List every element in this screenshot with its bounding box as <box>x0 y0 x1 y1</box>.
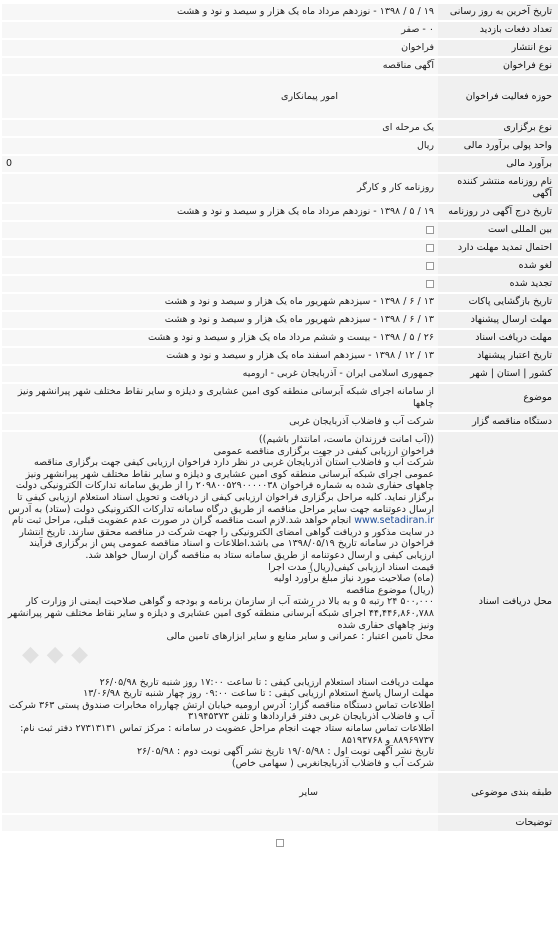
activity-label: حوزه فعالیت فراخوان <box>438 76 558 118</box>
currency-label: واحد پولی برآورد مالی <box>438 138 558 154</box>
extension-label: احتمال تمدید مهلت دارد <box>438 240 558 256</box>
last-update-value: ۱۹ / ۵ / ۱۳۹۸ - نوزدهم مرداد ماه یک هزار و سیصد و نود و هشت <box>2 4 438 20</box>
row-last-update <box>2 4 558 20</box>
visits-label: تعداد دفعات بازدید <box>438 22 558 38</box>
doc-place-label: محل دریافت اسناد <box>438 432 558 771</box>
row-holding-type <box>2 120 558 136</box>
organizer-label: دستگاه مناقصه گزار <box>438 414 558 430</box>
row-subject <box>2 384 558 412</box>
newspaper-value: روزنامه کار و کارگر <box>2 174 438 202</box>
desc-line <box>6 457 434 561</box>
estimate-label: برآورد مالی <box>438 156 558 172</box>
row-validity <box>2 348 558 364</box>
visits-value: ۰ - صفر <box>2 22 438 38</box>
row-notes <box>2 815 558 831</box>
row-currency <box>2 138 558 154</box>
category-value: سایر <box>2 773 438 813</box>
international-label: بین المللی است <box>438 222 558 238</box>
desc-line: مهلت ارسال پاسخ استعلام ارزیابی کیفی : تا ساعت ۰۹:۰۰ روز چهار شنبه تاریخ ۱۳/۰۶/۹۸ <box>83 688 434 700</box>
notes-value <box>2 815 438 831</box>
desc-line: ۵۰۰,۰۰۰ ۲۴ رتبه ۵ و به بالا در رشته آب از سازمان برنامه و بودجه و گواهی صلاحیت ایمنی از وزارت کار ۴۴,۴۴۶,۸۶۰,۷۸۸ اجرای شبکه آبرسانی منطقه کوی امین عشایری و دیلزه و سایر نقاط مختلف شهر پیرانشهر ونیز چاههای حفاری شده <box>7 596 434 631</box>
desc-line: شرکت آب و فاضلاب آذربایجانغربی ( سهامی خاص) <box>231 757 434 769</box>
row-newspaper <box>2 174 558 202</box>
renewed-value <box>2 276 438 292</box>
opening-value: ۱۳ / ۶ / ۱۳۹۸ - سیزدهم شهریور ماه یک هزار و سیصد و نود و هشت <box>2 294 438 310</box>
extension-value <box>2 240 438 256</box>
organizer-value: شرکت آب و فاضلاب آذربایجان غربی <box>2 414 438 430</box>
last-update-label: تاریخ آخرین به روز رسانی <box>438 4 558 20</box>
estimate-value: 0 <box>2 156 438 172</box>
row-extension <box>2 240 558 256</box>
subject-label: موضوع <box>438 384 558 412</box>
holding-type-value: یک مرحله ای <box>2 120 438 136</box>
publish-type-label: نوع انتشار <box>438 40 558 56</box>
desc-line: (ریال) موضوع مناقصه <box>346 584 434 596</box>
desc-line: مهلت دریافت اسناد استعلام ارزیابی کیفی : تا ساعت ۱۷:۰۰ روز شنبه تاریخ ۲۶/۰۵/۹۸ <box>99 676 434 688</box>
desc-line: محل تامین اعتبار : عمرانی و سایر منابع و سایر ابزارهای تامین مالی <box>166 631 434 643</box>
row-visits <box>2 22 558 38</box>
footer-marker <box>0 837 560 848</box>
desc-line: تاریخ نشر آگهی نوبت اول : ۱۹/۰۵/۹۸ تاریخ نشر آگهی نوبت دوم : ۲۶/۰۵/۹۸ <box>136 746 434 758</box>
watermark-logo: ◆ ◆ ◆ <box>22 642 89 667</box>
renewed-checkbox <box>426 280 434 288</box>
notes-label: توضیحات <box>438 815 558 831</box>
row-doc-deadline <box>2 330 558 346</box>
row-estimate <box>2 156 558 172</box>
cancelled-label: لغو شده <box>438 258 558 274</box>
desc-line: اطلاعات تماس سامانه ستاد جهت انجام مراحل عضویت در سامانه : مرکز تماس ۲۷۳۱۳۱۳۱ دفتر ثبت نام: ۸۸۹۶۹۷۳۷ و ۸۵۱۹۳۷۶۸ <box>20 723 434 746</box>
opening-label: تاریخ بازگشایی پاکات <box>438 294 558 310</box>
desc-line <box>6 643 434 677</box>
subject-value: از سامانه اجرای شبکه آبرسانی منطقه کوی امین عشایری و دیلزه و سایر نقاط مختلف شهر پیرانشهر ونیز چاهها <box>2 384 438 412</box>
send-deadline-value: ۱۳ / ۶ / ۱۳۹۸ - سیزدهم شهریور ماه یک هزار و سیصد و نود و هشت <box>2 312 438 328</box>
row-call-type <box>2 58 558 74</box>
tender-detail-table <box>2 2 558 833</box>
row-renewed <box>2 276 558 292</box>
row-international <box>2 222 558 238</box>
newspaper-date-label: تاریخ درج آگهی در روزنامه <box>438 204 558 220</box>
desc-line: (ماه) صلاحیت مورد نیاز مبلغ برآورد اولیه <box>273 573 434 585</box>
row-send-deadline <box>2 312 558 328</box>
newspaper-date-value: ۱۹ / ۵ / ۱۳۹۸ - نوزدهم مرداد ماه یک هزار و سیصد و نود و هشت <box>2 204 438 220</box>
category-label: طبقه بندی موضوعی <box>438 773 558 813</box>
desc-text: انجام خواهد شد.لازم است مناقصه گران در صورت عدم عضویت قبلی، مراحل ثبت نام در سایت مذکور و دریافت گواهی امضای الکترونیکی را جهت شرکت در مناقصه محقق سازند. تاریخ انتشار فراخوان در سامانه تاریخ ۱۳۹۸/۰۵/۱۹ می باشد.اطلاعات و اسناد مناقصه عمومی پس از برگزاری فرآیند ارزیابی کیفی و ارسال دعوتنامه از طریق سامانه ستاد به مناقصه گران ارسال خواهد شد. <box>11 515 434 561</box>
row-newspaper-date <box>2 204 558 220</box>
validity-label: تاریخ اعتبار پیشنهاد <box>438 348 558 364</box>
desc-line: اطلاعات تماس دستگاه مناقصه گزار: آدرس ارومیه خیابان ارتش چهارراه مخابرات صندوق پستی ۳۶۳ شرکت آب و فاضلاب آذربایجان غربی دفتر قراردادها و تلفن ۳۱۹۴۵۳۷۳ <box>8 699 434 723</box>
setadiran-link[interactable]: www.setadiran.ir <box>354 515 434 527</box>
row-category <box>2 773 558 813</box>
currency-value: ریال <box>2 138 438 154</box>
row-cancelled <box>2 258 558 274</box>
cancelled-value <box>2 258 438 274</box>
publish-type-value: فراخوان <box>2 40 438 56</box>
newspaper-label: نام روزنامه منتشر کننده آگهی <box>438 174 558 202</box>
location-value: جمهوری اسلامی ایران - آذربایجان غربی - ارومیه <box>2 366 438 382</box>
international-checkbox <box>426 226 434 234</box>
holding-type-label: نوع برگزاری <box>438 120 558 136</box>
call-type-label: نوع فراخوان <box>438 58 558 74</box>
row-location <box>2 366 558 382</box>
cancelled-checkbox <box>426 262 434 270</box>
desc-text: شرکت آب و فاضلاب استان آذربایجان غربی در نظر دارد فراخوان ارزیابی کیفی جهت برگزاری مناقصه عمومی اجرای شبکه آبرسانی منطقه کوی امین عشایری و دیلزه و سایر نقاط مختلف شهر پیرانشهر ونیز چاههای حفاری شده به شماره فراخوان ۲۰۹۸۰۰۵۲۹۰۰۰۰۰۳۸ را از طریق سامانه تدارکات الکترونیکی دولت برگزار نماید. کلیه مراحل برگزاری فراخوان ارزیابی کیفی از دریافت و تحویل اسناد استعلام ارزیابی کیفی تا ارسال دعوتنامه جهت سایر مراحل مناقصه از طریق درگاه سامانه تدارکات الکترونیکی دولت (ستاد) به آدرس <box>8 457 434 515</box>
location-label: کشور | استان | شهر <box>438 366 558 382</box>
desc-line: فراخوان ارزیابی کیفی در جهت برگزاری مناقصه عمومی <box>213 445 434 457</box>
footer-square-icon <box>276 839 284 847</box>
send-deadline-label: مهلت ارسال پیشنهاد <box>438 312 558 328</box>
renewed-label: تجدید شده <box>438 276 558 292</box>
row-organizer <box>2 414 558 430</box>
desc-line: قیمت اسناد ارزیابی کیفی(ریال) مدت اجرا <box>268 561 434 573</box>
row-opening <box>2 294 558 310</box>
row-publish-type <box>2 40 558 56</box>
call-type-value: آگهی مناقصه <box>2 58 438 74</box>
row-activity <box>2 76 558 118</box>
desc-line: ((آب امانت فرزندان ماست، امانتدار باشیم)) <box>258 434 434 445</box>
doc-deadline-label: مهلت دریافت اسناد <box>438 330 558 346</box>
row-doc-place <box>2 432 558 771</box>
extension-checkbox <box>426 244 434 252</box>
validity-value: ۱۳ / ۱۲ / ۱۳۹۸ - سیزدهم اسفند ماه یک هزار و سیصد و نود و هشت <box>2 348 438 364</box>
description-block <box>2 432 438 771</box>
activity-value: امور پیمانکاری <box>2 76 438 118</box>
international-value <box>2 222 438 238</box>
doc-deadline-value: ۲۶ / ۵ / ۱۳۹۸ - بیست و ششم مرداد ماه یک هزار و سیصد و نود و هشت <box>2 330 438 346</box>
